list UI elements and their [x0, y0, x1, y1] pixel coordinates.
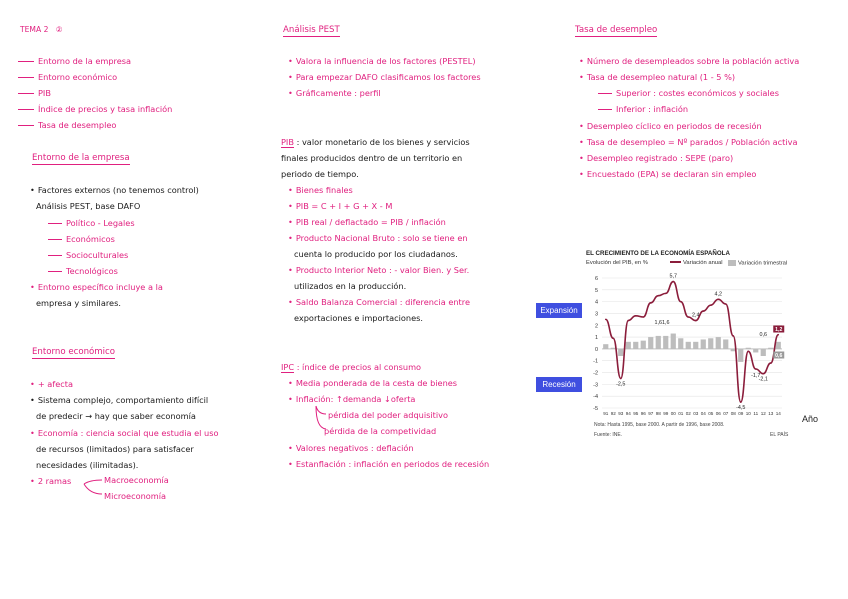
factores-externos: • Factores externos (no tenemos control): [30, 186, 199, 194]
analisis-pest-dafo: Análisis PEST, base DAFO: [36, 201, 141, 211]
y-tick-label: 5: [594, 287, 598, 294]
ipc-media: • Media ponderada de la cesta de bienes: [288, 379, 457, 387]
entorno-empresa-heading: Entorno de la empresa: [32, 153, 130, 163]
x-tick-label: 07: [723, 411, 729, 416]
perdida-competividad: pérdida de la competividad: [324, 426, 437, 436]
saldo-line2: exportaciones e importaciones.: [294, 313, 423, 323]
desempleo-formula: • Tasa de desempleo = Nº parados / Población activa: [579, 138, 798, 146]
x-tick-label: 93: [618, 411, 624, 416]
recesion-button[interactable]: Recesión: [536, 377, 582, 392]
bar-quarterly: [716, 337, 721, 349]
perdida-poder: pérdida del poder adquisitivo: [328, 410, 449, 420]
data-label: 1,6: [662, 320, 670, 327]
data-label: 2,4: [692, 312, 700, 319]
desempleo-registrado: • Desempleo registrado : SEPE (paro): [579, 154, 733, 162]
point-annual: [657, 295, 659, 297]
data-label: -4,5: [736, 405, 746, 412]
x-tick-label: 95: [633, 411, 639, 416]
y-tick-label: -2: [593, 370, 598, 377]
bar-quarterly: [723, 339, 728, 348]
bar-quarterly: [708, 338, 713, 349]
bar-quarterly: [663, 336, 668, 349]
point-annual: [732, 335, 734, 337]
y-tick-label: -3: [593, 382, 598, 389]
x-tick-label: 02: [685, 411, 691, 416]
pest-grafico: • Gráficamente : perfil: [288, 89, 381, 97]
x-tick-label: 13: [768, 411, 774, 416]
x-axis-label: Año: [802, 414, 819, 424]
pib-definition-line3: periodo de tiempo.: [281, 169, 359, 179]
x-tick-label: 14: [775, 411, 781, 416]
sistema-line2: de predecir → hay que saber economía: [36, 411, 196, 421]
point-annual: [770, 362, 772, 364]
chart-subtitle: Evolución del PIB, en %: [586, 260, 648, 266]
x-tick-label: 91: [603, 411, 609, 416]
expansion-button[interactable]: Expansión: [536, 303, 582, 318]
entorno-especifico-line1: • Entorno específico incluye a la: [30, 283, 163, 291]
pin-line1: • Producto Interior Neto : - valor Bien. y Ser.: [288, 266, 469, 274]
point-annual: [777, 334, 779, 336]
macroeconomia: Macroeconomía: [104, 475, 169, 485]
chart-plot-area: [586, 270, 796, 422]
data-label: 0,6: [775, 353, 783, 359]
data-label: -2,5: [616, 381, 626, 388]
bar-quarterly: [761, 349, 766, 356]
y-tick-label: 2: [594, 323, 598, 330]
ipc-deflacion: • Valores negativos : deflación: [288, 444, 414, 452]
y-tick-label: 0: [594, 346, 598, 353]
bar-quarterly: [738, 349, 743, 362]
desempleo-ciclico: • Desempleo cíclico en periodos de recesión: [579, 122, 762, 130]
bar-quarterly: [603, 344, 608, 349]
point-annual: [627, 320, 629, 322]
legend-quarterly: Variación trimestral: [728, 260, 787, 267]
point-annual: [717, 298, 719, 300]
bar-quarterly: [753, 349, 758, 353]
x-tick-label: 97: [648, 411, 654, 416]
x-tick-label: 94: [625, 411, 631, 416]
bar-quarterly: [693, 342, 698, 349]
ipc-label: IPC: [281, 362, 295, 372]
economia-line2: de recursos (limitados) para satisfacer: [36, 444, 194, 454]
ramas-item: • 2 ramas: [30, 477, 71, 485]
point-annual: [687, 316, 689, 318]
entorno-especifico-line2: empresa y similares.: [36, 298, 121, 308]
index-item-tasa-desempleo: Tasa de desempleo: [18, 121, 116, 129]
pib-real: • PIB real / deflactado = PIB / inflación: [288, 218, 446, 226]
ipc-definition: IPC : índice de precios al consumo: [281, 362, 422, 372]
pnb-line1: • Producto Nacional Bruto : solo se tiene en: [288, 234, 468, 242]
afecta-item: • + afecta: [30, 380, 73, 388]
desempleo-natural: • Tasa de desempleo natural (1 - 5 %): [579, 73, 735, 81]
tema-title: TEMA 2 ②: [20, 25, 63, 34]
chart-credit: EL PAÍS: [770, 432, 789, 438]
point-annual: [612, 337, 614, 339]
point-annual: [665, 293, 667, 295]
bar-quarterly: [633, 342, 638, 349]
bar-quarterly: [641, 341, 646, 349]
bar-quarterly: [626, 342, 631, 349]
x-tick-label: 96: [640, 411, 646, 416]
microeconomia: Microeconomía: [104, 491, 167, 501]
pest-item-tecnologicos: Tecnológicos: [48, 267, 118, 275]
bar-quarterly: [671, 334, 676, 349]
y-tick-label: 4: [594, 299, 598, 306]
bar-quarterly: [776, 342, 781, 349]
chart-source: Fuente: INE.: [594, 432, 623, 438]
index-item-entorno-economico: Entorno económico: [18, 73, 117, 81]
point-annual: [702, 310, 704, 312]
x-tick-label: 11: [753, 411, 759, 416]
line-annual: [606, 282, 779, 403]
pib-formula: • PIB = C + I + G + X - M: [288, 202, 392, 210]
desempleo-superior: Superior : costes económicos y sociales: [598, 89, 779, 97]
point-annual: [725, 303, 727, 305]
pest-dafo: • Para empezar DAFO clasificamos los factores: [288, 73, 481, 81]
tasa-desempleo-heading: Tasa de desempleo: [575, 25, 658, 35]
sistema-line1: • Sistema complejo, comportamiento difícil: [30, 396, 208, 404]
x-tick-label: 04: [700, 411, 706, 416]
bar-quarterly: [686, 342, 691, 349]
index-item-pib: PIB: [18, 89, 51, 97]
saldo-line1: • Saldo Balanza Comercial : diferencia entre: [288, 298, 470, 306]
data-label: 1,6: [654, 320, 662, 327]
y-tick-label: 6: [594, 276, 598, 282]
pib-label: PIB: [281, 137, 294, 147]
bar-quarterly: [648, 337, 653, 349]
x-tick-label: 05: [708, 411, 714, 416]
point-annual: [740, 401, 742, 403]
x-tick-label: 10: [745, 411, 751, 416]
legend-annual: Variación anual: [670, 260, 723, 266]
point-annual: [672, 281, 674, 283]
bar-quarterly: [701, 339, 706, 348]
y-tick-label: -1: [593, 358, 598, 365]
y-tick-label: 1: [594, 335, 598, 342]
x-tick-label: 92: [610, 411, 616, 416]
ramas-branch-lines: [82, 476, 104, 498]
point-annual: [635, 315, 637, 317]
desempleo-numero: • Número de desempleados sobre la población activa: [579, 57, 799, 65]
y-tick-label: -5: [593, 406, 598, 412]
pib-definition-line1: PIB : valor monetario de los bienes y servicios: [281, 137, 470, 147]
chart-note: Nota: Hasta 1995, base 2000. A partir de 1996, base 2008.: [594, 422, 725, 428]
ipc-estanflacion: • Estanflación : inflación en periodos de recesión: [288, 460, 489, 468]
chart-title: EL CRECIMIENTO DE LA ECONOMÍA ESPAÑOLA: [586, 250, 730, 257]
x-tick-label: 00: [670, 411, 676, 416]
point-annual: [695, 320, 697, 322]
index-item-indice-precios: Índice de precios y tasa inflación: [18, 105, 172, 113]
data-label: -1,7: [751, 373, 761, 379]
bar-quarterly: [768, 348, 773, 349]
point-annual: [747, 350, 749, 352]
ipc-inflacion: • Inflación: ↑demanda ↓oferta: [288, 395, 415, 403]
pib-definition-line2: finales producidos dentro de un territorio en: [281, 153, 463, 163]
pib-chart: [586, 250, 796, 442]
pin-line2: utilizados en la producción.: [294, 281, 407, 291]
x-tick-label: 12: [760, 411, 766, 416]
data-label: -2,1: [758, 376, 768, 383]
analisis-pest-heading: Análisis PEST: [283, 25, 340, 35]
economia-line1: • Economía : ciencia social que estudia el uso: [30, 429, 219, 437]
point-annual: [620, 378, 622, 380]
economia-line3: necesidades (ilimitadas).: [36, 460, 139, 470]
pest-item-politico: Político - Legales: [48, 219, 135, 227]
pest-valora: • Valora la influencia de los factores (PESTEL): [288, 57, 476, 65]
point-annual: [755, 368, 757, 370]
point-annual: [642, 316, 644, 318]
entorno-economico-heading: Entorno económico: [32, 347, 116, 357]
pest-item-economicos: Económicos: [48, 235, 115, 243]
x-tick-label: 09: [738, 411, 744, 416]
bar-quarterly: [678, 338, 683, 349]
point-annual: [680, 301, 682, 303]
x-tick-label: 03: [693, 411, 699, 416]
x-tick-label: 98: [655, 411, 661, 416]
y-tick-label: 3: [594, 311, 598, 318]
x-tick-label: 01: [678, 411, 684, 416]
point-annual: [710, 304, 712, 306]
x-tick-label: 06: [715, 411, 721, 416]
point-annual: [762, 373, 764, 375]
data-label: 4,2: [714, 291, 722, 298]
desempleo-inferior: Inferior : inflación: [598, 105, 688, 113]
bar-quarterly: [746, 348, 751, 349]
data-label: 0,6: [759, 331, 767, 338]
pest-item-socioculturales: Socioculturales: [48, 251, 128, 259]
bar-quarterly: [618, 349, 623, 356]
index-item-entorno-empresa: Entorno de la empresa: [18, 57, 131, 65]
x-tick-label: 99: [663, 411, 669, 416]
point-annual: [650, 302, 652, 304]
data-label: 5,7: [669, 273, 677, 280]
desempleo-encuestado: • Encuestado (EPA) se declaran sin empleo: [579, 170, 756, 178]
bar-quarterly: [611, 348, 616, 349]
pnb-line2: cuenta lo producido por los ciudadanos.: [294, 249, 458, 259]
point-annual: [605, 319, 607, 321]
x-tick-label: 08: [730, 411, 736, 416]
data-label: 1,2: [775, 327, 783, 333]
bar-quarterly: [656, 336, 661, 349]
pib-bienes-finales: • Bienes finales: [288, 186, 353, 194]
y-tick-label: -4: [593, 394, 598, 401]
